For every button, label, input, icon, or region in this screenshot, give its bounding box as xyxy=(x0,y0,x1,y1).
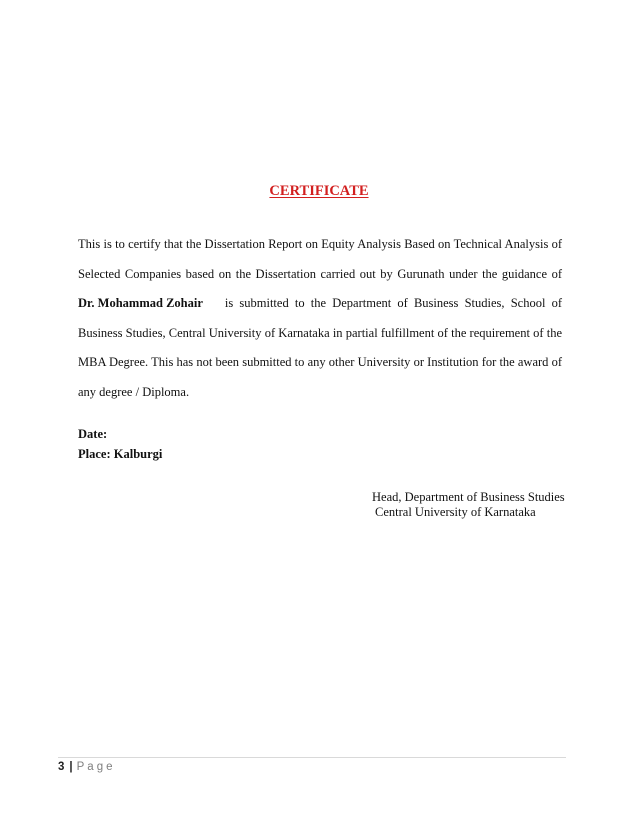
body-line-6: any degree / Diploma. xyxy=(78,384,190,399)
body-line-1: This is to certify that the Dissertation Report on Equity Analysis Based on Technical Analysis of xyxy=(78,237,562,251)
footer-divider xyxy=(58,757,566,758)
page-number: 3 xyxy=(58,761,65,773)
guide-name: Dr. Mohammad Zohair xyxy=(78,296,203,310)
certificate-body xyxy=(78,230,562,407)
body-line-5: MBA Degree. This has not been submitted to any other University or Institution for the award of xyxy=(78,355,562,369)
signature-block xyxy=(372,490,565,520)
place-label: Place: Kalburgi xyxy=(78,447,163,461)
certificate-title: CERTIFICATE xyxy=(269,183,369,199)
signature-line-2: Central University of Karnataka xyxy=(375,505,536,519)
footer-separator: | xyxy=(69,761,73,773)
body-line-3 xyxy=(78,289,562,319)
page-footer xyxy=(58,761,115,773)
body-line-4: Business Studies, Central University of Karnataka in partial fulfillment of the requirement of the xyxy=(78,325,562,340)
date-label: Date: xyxy=(78,427,108,441)
page-label: Page xyxy=(76,761,116,773)
body-line-3-rest: is submitted to the Department of Business Studies, School of xyxy=(224,296,562,310)
signature-line-1: Head, Department of Business Studies xyxy=(372,490,565,504)
body-line-2: Selected Companies based on the Dissertation carried out by Gurunath under the guidance of xyxy=(78,266,562,281)
